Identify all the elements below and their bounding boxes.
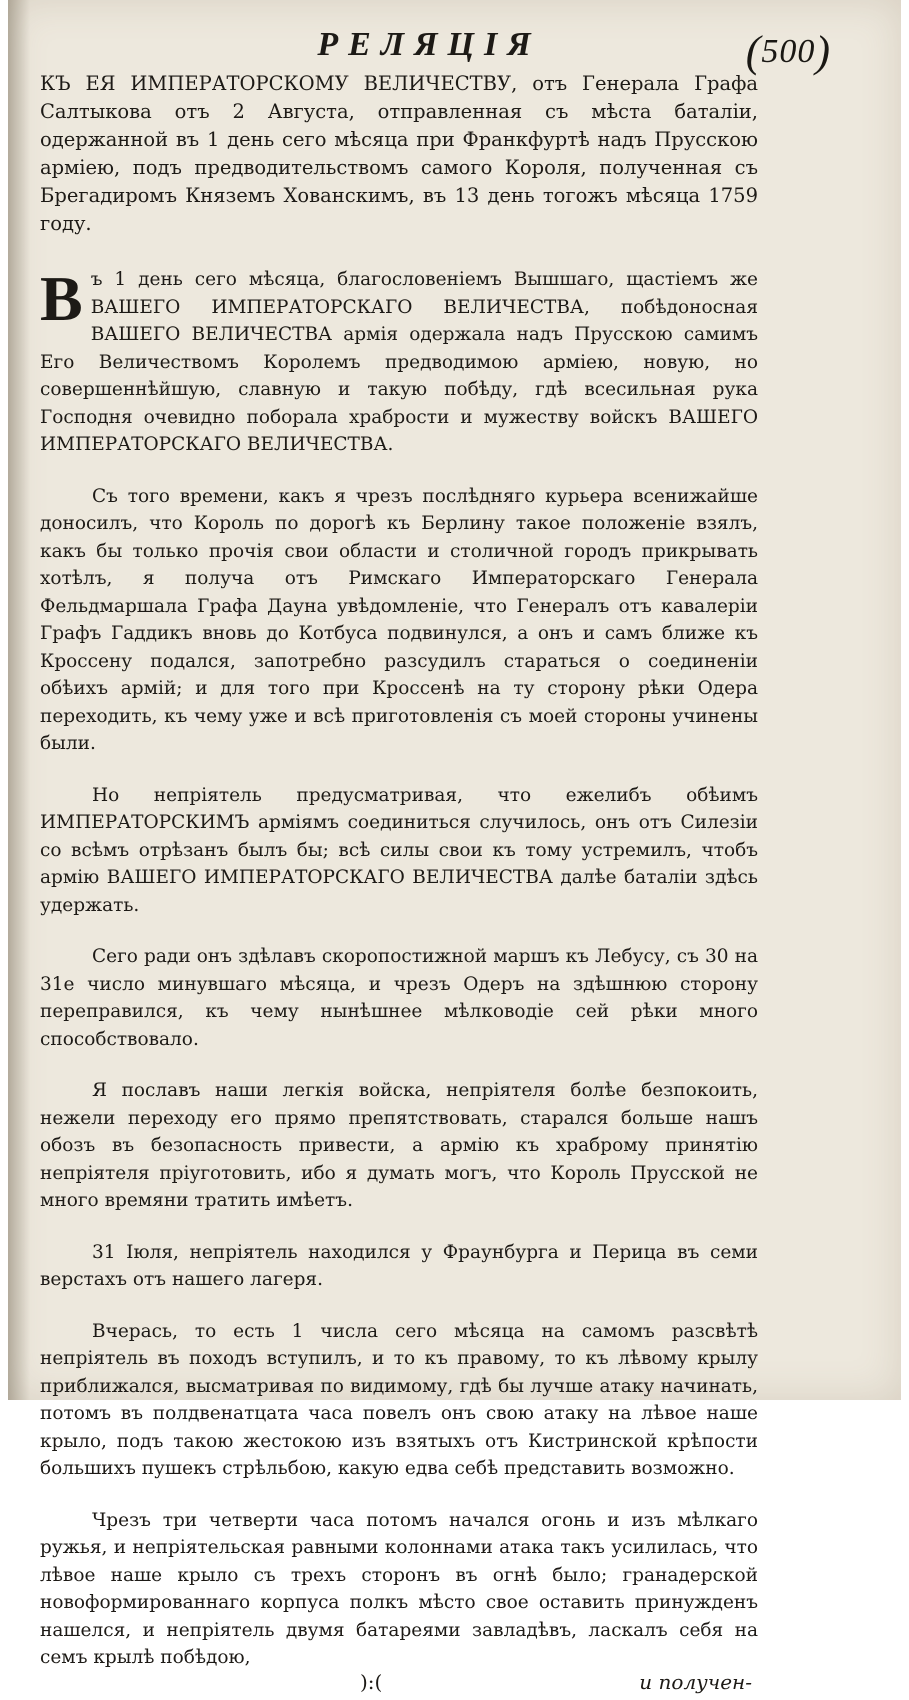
paragraph-5: Я пославъ наши легкія войска, непріятеля болѣе безпокоить, нежели переходу его прямо препятствовать, старался больше нашъ обозъ въ безопасность привести, а армію къ храброму принятію непріятеля пріуготовить, ибо я думать могъ, что Король Прусской не много времяни тратить имѣетъ. (40, 1080, 758, 1211)
document-title: РЕЛЯЦІЯ (317, 26, 541, 63)
paragraph-1 (40, 263, 758, 459)
catchword: и получен- (639, 1669, 752, 1694)
document-page (8, 0, 901, 1694)
document-heading: КЪ ЕЯ ИМПЕРАТОРСКОМУ ВЕЛИЧЕСТВУ, отъ Генерала Графа Салтыкова отъ 2 Августа, отправленная съ мѣста баталіи, одержанной въ 1 день сего мѣсяца при Франкфуртѣ надъ Прусскою арміею, подъ предводительствомъ самого Короля, полученная съ Брегадиромъ Княземъ Хованскимъ, въ 13 день тогожъ мѣсяца 1759 году. (40, 72, 758, 235)
drop-cap: В (40, 263, 83, 334)
paragraph-6: 31 Іюля, непріятель находился у Фраунбурга и Перица въ семи верстахъ отъ нашего лагеря. (40, 1241, 758, 1290)
paragraph-1-text: ъ 1 день сего мѣсяца, благословеніемъ Вышшаго, щастіемъ же ВАШЕГО ИМПЕРАТОРСКАГО ВЕЛИЧЕСТВА, побѣдоносная ВАШЕГО ВЕЛИЧЕСТВА армія одержала надъ Прусскою самимъ Его Величествомъ Королемъ предводимою арміею, новую, но совершеннѣйшую, славную и такую побѣду, гдѣ всесильная рука Господня очевидно поборала храбрости и мужеству войскъ ВАШЕГО ИМПЕРАТОРСКАГО ВЕЛИЧЕСТВА. (40, 269, 758, 455)
page-number: (500) (745, 27, 831, 76)
paragraph-3: Но непріятель предусматривая, что ежелибъ обѣимъ ИМПЕРАТОРСКИМЪ арміямъ соединиться случилось, онъ отъ Силезіи со всѣмъ отрѣзанъ былъ бы; всѣ силы свои къ тому устремилъ, чтобъ армію ВАШЕГО ИМПЕРАТОРСКАГО ВЕЛИЧЕСТВА далѣе баталіи здѣсь удержать. (40, 784, 758, 916)
page-footer (40, 1670, 758, 1700)
document-body (40, 26, 758, 1700)
paragraph-2: Съ того времени, какъ я чрезъ послѣдняго курьера всенижайше доносилъ, что Король по дорогѣ къ Берлину такое положеніе взялъ, какъ бы только прочія свои области и столичной городъ прикрывать хотѣлъ, я получа отъ Римскаго Императорскаго Генерала Фельдмаршала Графа Дауна увѣдомленіе, что Генералъ отъ кавалеріи Графъ Гаддикъ вновь до Котбуса подвинулся, а онъ и самъ ближе къ Кроссену подался, запотребно разсудилъ стараться о соединеніи обѣихъ армій; и для того при Кроссенѣ на ту сторону рѣки Одера переходить, къ чему уже и всѣ приготовленія съ моей стороны учинены были. (40, 485, 758, 754)
page-edge-shadow (8, 0, 30, 1400)
paragraph-4: Сего ради онъ здѣлавъ скоропостижной маршъ къ Лебусу, съ 30 на 31е число минувшаго мѣсяца, и чрезъ Одеръ на здѣшнюю сторону переправился, къ чему нынѣшнее мѣлководіе сей рѣки много способствовало. (40, 946, 758, 1050)
signature-mark: ):( (360, 1669, 383, 1694)
paragraph-8: Чрезъ три четверти часа потомъ начался огонь и изъ мѣлкаго ружья, и непріятельская равными колоннами атака такъ усилилась, что лѣвое наше крыло съ трехъ сторонъ въ огнѣ было; гранадерской новоформированнаго корпуса полкъ мѣсто свое оставить принужденъ нашелся, и непріятель двумя батареями завладѣвъ, ласкалъ себя на семъ крылѣ побѣдою, (40, 1509, 758, 1668)
paragraph-7: Вчерась, то есть 1 числа сего мѣсяца на самомъ разсвѣтѣ непріятель въ походъ вступилъ, и то къ правому, то къ лѣвому крылу приближался, высматривая по видимому, гдѣ бы лучше атаку начинать, потомъ въ полдвенатцата часа повелъ онъ свою атаку на лѣвое наше крыло, подъ такою жестокою изъ взятыхъ отъ Кистринской крѣпости большихъ пушекъ стрѣльбою, какую едва себѣ представить возможно. (40, 1320, 758, 1479)
